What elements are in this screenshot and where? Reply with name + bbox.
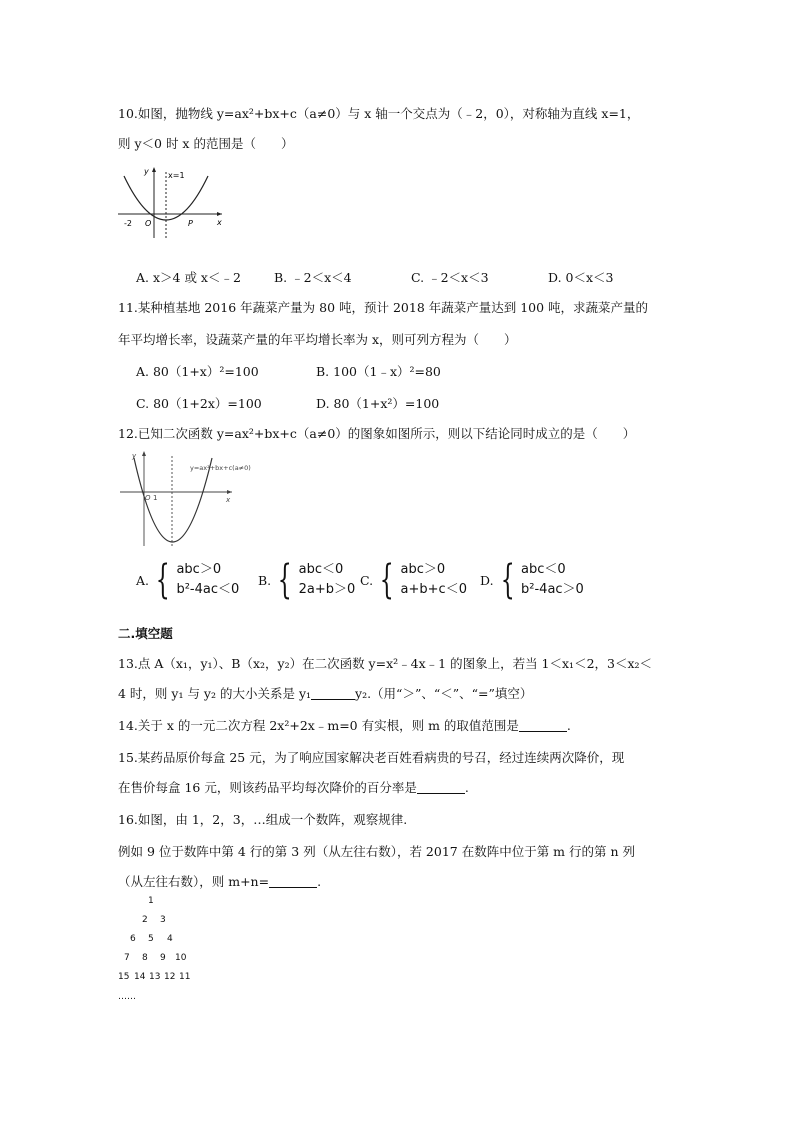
q10-stem-line1: 10.如图，抛物线 y=ax²+bx+c（a≠0）与 x 轴一个交点为（﹣2，0），对称轴为直线 x=1， [118, 106, 640, 121]
q10-stem-line2: 则 y＜0 时 x 的范围是（ ） [118, 136, 294, 151]
q15-stem-line2-end: . [464, 780, 469, 795]
answer-blank[interactable] [269, 875, 317, 888]
brace-icon: { [500, 557, 515, 603]
triangle-cell: 8 [142, 953, 148, 963]
brace-icon: { [277, 557, 292, 603]
section-heading: 二.填空题 [118, 626, 173, 641]
answer-blank[interactable] [417, 781, 465, 794]
point-p-label: P [188, 219, 193, 228]
triangle-cell: 13 [149, 972, 161, 982]
q16-stem-line3-end: . [317, 874, 322, 889]
y-axis-arrow [152, 167, 156, 172]
q11-option-c: C. 80（1+2x）=100 [136, 396, 262, 411]
x-axis-label: x [217, 218, 222, 227]
triangle-cell: 12 [164, 972, 176, 982]
y-axis-label: y [144, 167, 149, 176]
option-b-cond1: abc＜0 [298, 562, 344, 577]
q16-stem-line3 [118, 874, 321, 890]
origin-label: O [145, 219, 152, 228]
y-axis-label: y [132, 452, 137, 460]
triangle-cell: 9 [160, 953, 166, 963]
q12-option-d [480, 557, 584, 603]
triangle-cell: 7 [124, 953, 130, 963]
q12-option-b [258, 557, 356, 603]
triangle-cell: 14 [134, 972, 146, 982]
q10-option-c: C. ﹣2＜x＜3 [411, 270, 489, 285]
option-c-cond2: a+b+c＜0 [400, 582, 467, 597]
option-d-letter: D. [480, 572, 494, 588]
q14-stem-start: 14.关于 x 的一元二次方程 2x²+2x﹣m=0 有实根，则 m 的取值范围是 [118, 718, 519, 733]
triangle-cell: 5 [148, 934, 154, 944]
origin-label: O [145, 494, 151, 502]
x-axis-arrow [217, 212, 222, 216]
triangle-cell: 10 [175, 953, 187, 963]
symmetry-label: x=1 [168, 171, 185, 180]
triangle-cell: 1 [148, 896, 154, 906]
q12-option-a [136, 557, 240, 603]
q14-stem-line1 [118, 718, 571, 734]
triangle-cell: 6 [130, 934, 136, 944]
q11-option-d: D. 80（1+x²）=100 [316, 396, 440, 411]
triangle-cell: 15 [118, 972, 130, 982]
q10-option-d: D. 0＜x＜3 [548, 270, 614, 285]
q10-option-a: A. x＞4 或 x＜﹣2 [136, 270, 241, 285]
option-c-letter: C. [360, 572, 374, 588]
brace-icon: { [379, 557, 394, 603]
answer-blank[interactable] [519, 719, 567, 732]
triangle-cell: 2 [142, 915, 148, 925]
answer-blank[interactable] [311, 687, 355, 700]
q11-stem-line1: 11.某种植基地 2016 年蔬菜产量为 80 吨，预计 2018 年蔬菜产量达到 100 吨，求蔬菜产量的 [118, 300, 649, 315]
option-b-cond2: 2a+b＞0 [298, 582, 356, 597]
q15-stem-line2 [118, 780, 469, 796]
q16-stem-line1: 16.如图，由 1，2，3，…组成一个数阵，观察规律. [118, 812, 408, 827]
q16-stem-line3-start: （从左往右数），则 m+n= [118, 874, 270, 889]
q11-option-a: A. 80（1+x）²=100 [136, 364, 259, 379]
number-triangle [118, 896, 194, 1006]
triangle-ellipsis: …… [118, 992, 136, 1002]
x-axis-arrow [227, 490, 232, 494]
q10-option-b: B. ﹣2＜x＜4 [274, 270, 352, 285]
option-d-cond1: abc＜0 [521, 562, 566, 577]
option-a-cond2: b²-4ac＜0 [176, 582, 240, 597]
triangle-cell: 4 [167, 934, 173, 944]
q11-stem-line2: 年平均增长率，设蔬菜产量的年平均增长率为 x，则可列方程为（ ） [118, 332, 517, 347]
option-c-cond1: abc＞0 [400, 562, 446, 577]
q15-stem-line2-start: 在售价每盒 16 元，则该药品平均每次降价的百分率是 [118, 780, 417, 795]
q11-option-b: B. 100（1﹣x）²=80 [316, 364, 441, 379]
q16-stem-line2: 例如 9 位于数阵中第 4 行的第 3 列（从左往右数），若 2017 在数阵中位于第 m 行的第 n 列 [118, 844, 636, 859]
function-label: y=ax²+bx+c(a≠0) [190, 464, 251, 472]
q12-option-c [360, 557, 467, 603]
q14-stem-end: . [566, 718, 571, 733]
brace-icon: { [155, 557, 170, 603]
tick-one-label: 1 [153, 494, 158, 502]
option-d-cond2: b²-4ac＞0 [521, 582, 584, 597]
q12-stem-line1: 12.已知二次函数 y=ax²+bx+c（a≠0）的图象如图所示，则以下结论同时成立的是（ ） [118, 426, 636, 441]
q10-parabola-figure [116, 164, 226, 240]
x-axis-label: x [226, 496, 231, 504]
q15-stem-line1: 15.某药品原价每盒 25 元，为了响应国家解决老百姓看病贵的号召，经过连续两次降价，现 [118, 750, 625, 765]
option-b-letter: B. [258, 572, 272, 588]
q13-stem-line2-end: y₂.（用“＞”、“＜”、“=”填空） [355, 686, 533, 701]
neg2-label: -2 [124, 219, 132, 228]
y-axis-arrow [142, 451, 146, 456]
q12-parabola-figure [118, 448, 251, 548]
q13-stem-line1: 13.点 A（x₁，y₁）、B（x₂，y₂）在二次函数 y=x²﹣4x﹣1 的图象上，若当 1＜x₁＜2，3＜x₂＜ [118, 656, 653, 671]
triangle-cell: 11 [179, 972, 191, 982]
q13-stem-line2 [118, 686, 532, 702]
triangle-cell: 3 [160, 915, 166, 925]
q13-stem-line2-start: 4 时，则 y₁ 与 y₂ 的大小关系是 y₁ [118, 686, 312, 701]
option-a-cond1: abc＞0 [176, 562, 222, 577]
option-a-letter: A. [136, 572, 150, 588]
